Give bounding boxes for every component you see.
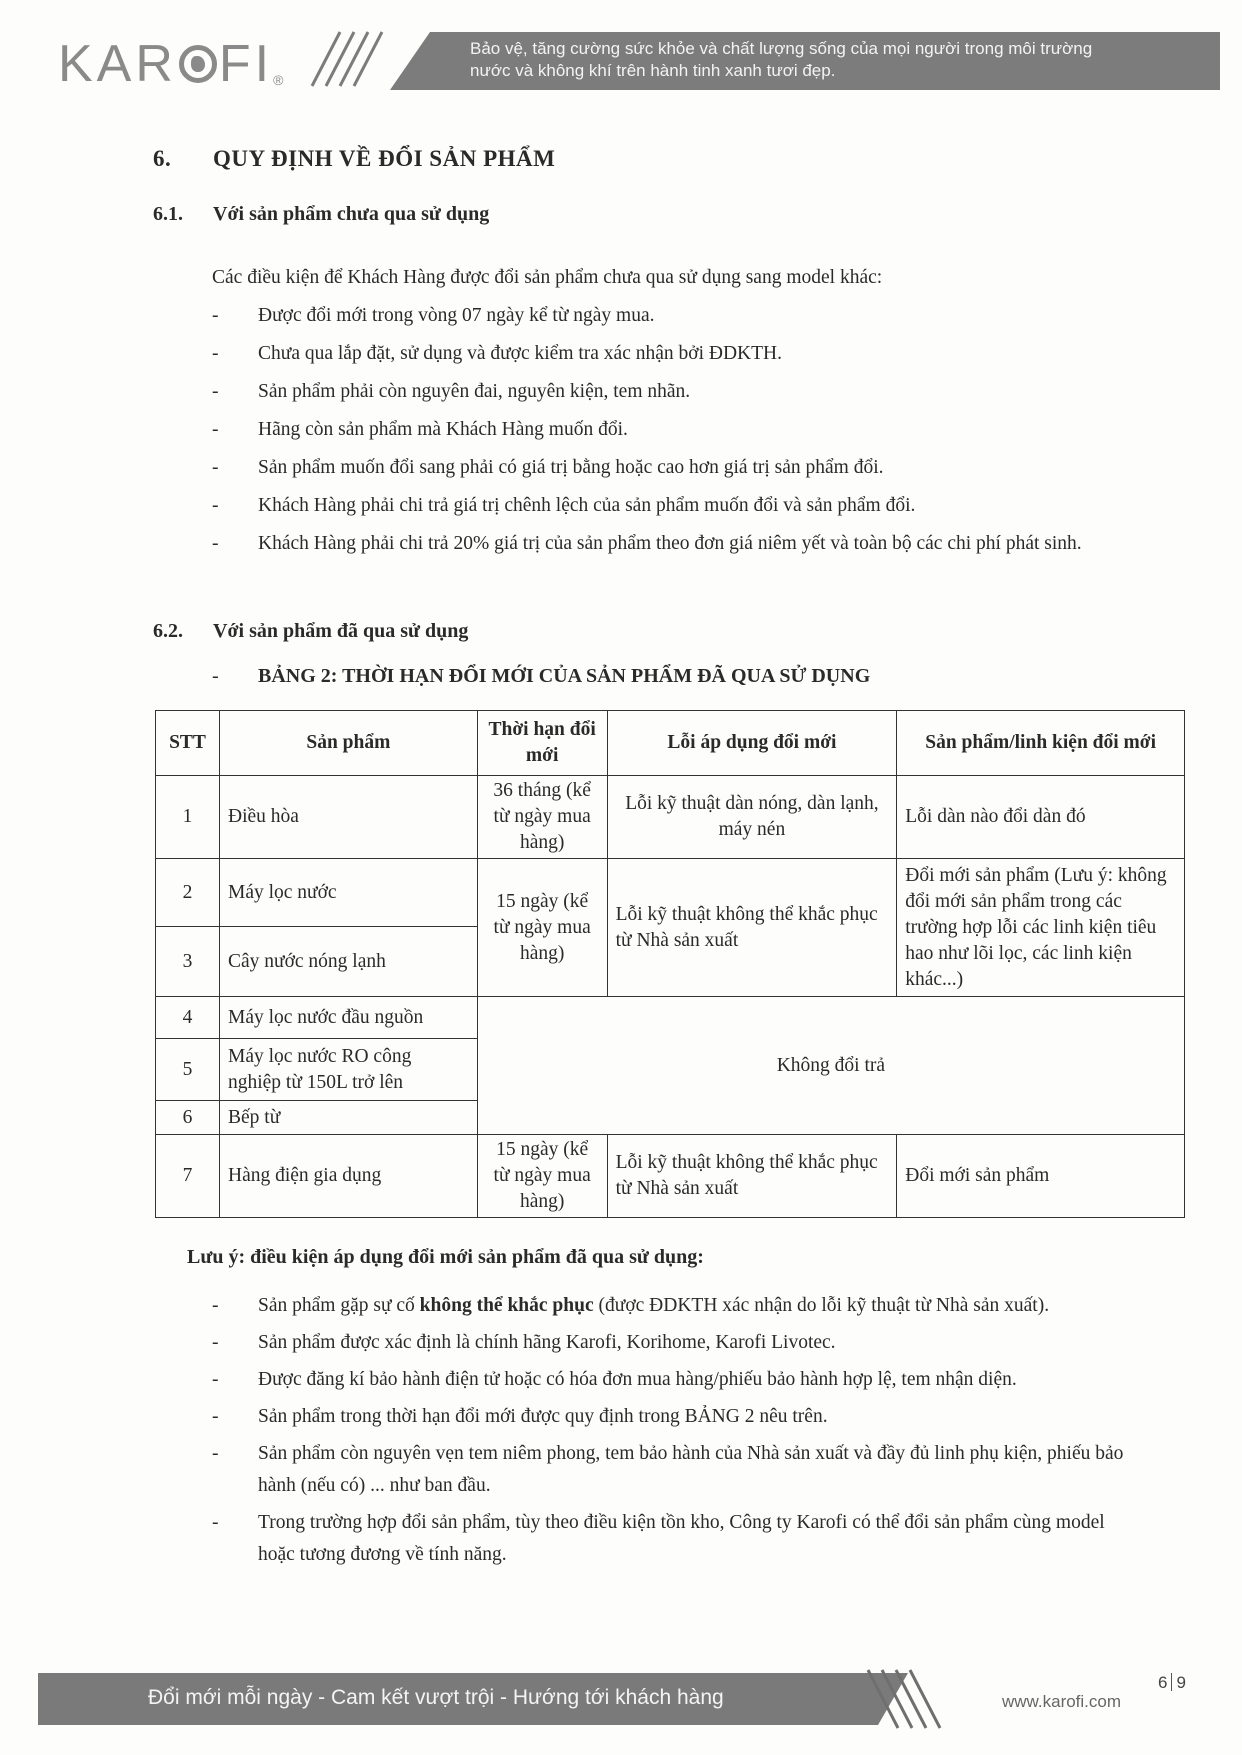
table-cell: 2 xyxy=(156,859,220,927)
list-item xyxy=(212,338,1132,370)
table-cell: Máy lọc nước đầu nguồn xyxy=(219,997,477,1039)
list-item-text: Sản phẩm phải còn nguyên đai, nguyên kiện, tem nhãn. xyxy=(258,381,691,402)
subsection-intro: Các điều kiện để Khách Hàng được đổi sản phẩm chưa qua sử dụng sang model khác: xyxy=(212,267,883,288)
table-cell: Máy lọc nước xyxy=(219,859,477,927)
table-cell: Không đổi trả xyxy=(477,997,1184,1135)
table-cell: Lỗi kỹ thuật dàn nóng, dàn lạnh, máy nén xyxy=(607,776,897,859)
subsection-number: 6.2. xyxy=(153,620,183,642)
list-item-bold-text: không thể khắc phục xyxy=(419,1295,594,1316)
list-item xyxy=(212,528,1132,560)
total-pages: 9 xyxy=(1176,1673,1186,1692)
dash: - xyxy=(212,1369,219,1390)
list-item xyxy=(212,300,1132,332)
subsection-title: Với sản phẩm chưa qua sử dụng xyxy=(213,203,490,225)
subsection-number: 6.1. xyxy=(153,203,183,225)
dash: - xyxy=(212,457,219,478)
list-item xyxy=(212,376,1132,408)
dash: - xyxy=(212,1406,219,1427)
page-header xyxy=(0,0,1242,100)
dash: - xyxy=(212,1443,219,1464)
header-cell: Thời hạn đổi mới xyxy=(477,711,607,776)
table-header-row xyxy=(156,711,1185,776)
header-cell: Lỗi áp dụng đổi mới xyxy=(607,711,897,776)
list-item-text: Sản phẩm được xác định là chính hãng Karofi, Korihome, Karofi Livotec. xyxy=(258,1332,836,1353)
dash: - xyxy=(212,1332,219,1353)
website-link[interactable]: www.karofi.com xyxy=(1002,1692,1122,1711)
list-item xyxy=(212,1327,1142,1359)
footer-slogan: Đổi mới mỗi ngày - Cam kết vượt trội - Hướng tới khách hàng xyxy=(148,1686,724,1709)
table-cell: Lỗi kỹ thuật không thể khắc phục từ Nhà sản xuất xyxy=(607,1135,897,1218)
table-row xyxy=(156,859,1185,927)
list-item-text: Sản phẩm còn nguyên vẹn tem niêm phong, tem bảo hành của Nhà sản xuất và đầy đủ linh phụ kiện, phiếu bảo hành (nếu có) ... như ban đầu. xyxy=(258,1443,1124,1496)
table-cell: 4 xyxy=(156,997,220,1039)
subsection-6-2-heading xyxy=(153,620,468,643)
header-cell: Sản phẩm/linh kiện đổi mới xyxy=(897,711,1185,776)
table-cell: 1 xyxy=(156,776,220,859)
table-cell: Bếp từ xyxy=(219,1101,477,1135)
list-item-text: Sản phẩm trong thời hạn đổi mới được quy định trong BẢNG 2 nêu trên. xyxy=(258,1406,828,1427)
list-item-text: Khách Hàng phải chi trả giá trị chênh lệch của sản phẩm muốn đổi và sản phẩm đổi. xyxy=(258,495,916,516)
list-item-text: Sản phẩm muốn đổi sang phải có giá trị bằng hoặc cao hơn giá trị sản phẩm đổi. xyxy=(258,457,884,478)
list-item xyxy=(212,1364,1142,1396)
dash: - xyxy=(212,1512,219,1533)
table-cell: Lỗi kỹ thuật không thể khắc phục từ Nhà sản xuất xyxy=(607,859,897,997)
table-cell: 36 tháng (kể từ ngày mua hàng) xyxy=(477,776,607,859)
list-item-text: Được đổi mới trong vòng 07 ngày kể từ ngày mua. xyxy=(258,305,655,326)
table-cell: 7 xyxy=(156,1135,220,1218)
table-cell: Hàng điện gia dụng xyxy=(219,1135,477,1218)
list-item-text: Hãng còn sản phẩm mà Khách Hàng muốn đổi. xyxy=(258,419,628,440)
dash: - xyxy=(212,533,219,554)
karofi-logo: KAR FI® xyxy=(58,35,284,93)
list-item-text: Được đăng kí bảo hành điện tử hoặc có hóa đơn mua hàng/phiếu bảo hành hợp lệ, tem nhận diện. xyxy=(258,1369,1017,1390)
subsection-title: Với sản phẩm đã qua sử dụng xyxy=(213,620,469,642)
globe-icon xyxy=(179,45,217,83)
current-page: 6 xyxy=(1158,1673,1168,1692)
section-heading xyxy=(153,146,555,172)
header-cell: Sản phẩm xyxy=(219,711,477,776)
list-item-text: Khách Hàng phải chi trả 20% giá trị của sản phẩm theo đơn giá niêm yết và toàn bộ các chi phí phát sinh. xyxy=(258,533,1082,554)
list-item-text: Trong trường hợp đổi sản phẩm, tùy theo điều kiện tồn kho, Công ty Karofi có thể đổi sản phẩm cùng model hoặc tương đương về tính năng. xyxy=(258,1512,1105,1565)
list-item-text: (được ĐDKTH xác nhận do lỗi kỹ thuật từ Nhà sản xuất). xyxy=(593,1295,1050,1316)
table-cell: Đổi mới sản phẩm (Lưu ý: không đổi mới sản phẩm trong các trường hợp lỗi các linh kiện tiêu hao như lõi lọc, các linh kiện khác...) xyxy=(897,859,1185,997)
unused-product-conditions xyxy=(212,300,1132,566)
header-slogan-line2: nước và không khí trên hành tinh xanh tươi đẹp. xyxy=(470,61,836,80)
table-cell: 15 ngày (kể từ ngày mua hàng) xyxy=(477,1135,607,1218)
table-cell: 5 xyxy=(156,1039,220,1101)
dash: - xyxy=(212,419,219,440)
subsection-6-1-heading xyxy=(153,203,489,226)
list-item xyxy=(212,414,1132,446)
table-cell: Lỗi dàn nào đổi dàn đó xyxy=(897,776,1185,859)
table-cell: Điều hòa xyxy=(219,776,477,859)
table-cell: Máy lọc nước RO công nghiệp từ 150L trở lên xyxy=(219,1039,477,1101)
header-slogan-line1: Bảo vệ, tăng cường sức khỏe và chất lượng sống của mọi người trong môi trường xyxy=(470,39,1093,58)
table-row xyxy=(156,1135,1185,1218)
page-separator xyxy=(1171,1673,1172,1691)
list-item xyxy=(212,1290,1142,1322)
table-cell: 6 xyxy=(156,1101,220,1135)
dash: - xyxy=(212,495,219,516)
table-row xyxy=(156,776,1185,859)
list-item xyxy=(212,1401,1142,1433)
table-cell: Cây nước nóng lạnh xyxy=(219,927,477,997)
list-item xyxy=(212,490,1132,522)
exchange-term-table xyxy=(155,710,1185,1218)
list-item xyxy=(212,1438,1142,1502)
dash: - xyxy=(212,1295,219,1316)
table-title-text: BẢNG 2: THỜI HẠN ĐỔI MỚI CỦA SẢN PHẨM ĐÃ QUA SỬ DỤNG xyxy=(258,665,871,687)
dash: - xyxy=(212,305,219,326)
table-cell: Đổi mới sản phẩm xyxy=(897,1135,1185,1218)
table-cell: 3 xyxy=(156,927,220,997)
footer-slash-decoration xyxy=(858,1668,978,1730)
dash: - xyxy=(212,381,219,402)
list-item xyxy=(212,452,1132,484)
dash: - xyxy=(212,665,219,687)
page-number xyxy=(1158,1673,1186,1693)
table-row xyxy=(156,997,1185,1039)
used-product-conditions xyxy=(212,1290,1142,1576)
list-item-text: Sản phẩm gặp sự cố xyxy=(258,1295,420,1316)
list-item xyxy=(212,1507,1142,1571)
header-cell: STT xyxy=(156,711,220,776)
section-number: 6. xyxy=(153,146,172,171)
note-title: Lưu ý: điều kiện áp dụng đổi mới sản phẩm đã qua sử dụng: xyxy=(187,1246,704,1268)
header-slogan xyxy=(470,38,1190,82)
dash: - xyxy=(212,343,219,364)
table-cell: 15 ngày (kể từ ngày mua hàng) xyxy=(477,859,607,997)
section-title: QUY ĐỊNH VỀ ĐỔI SẢN PHẨM xyxy=(213,146,556,171)
table-title xyxy=(212,665,870,688)
list-item-text: Chưa qua lắp đặt, sử dụng và được kiểm tra xác nhận bởi ĐDKTH. xyxy=(258,343,782,364)
